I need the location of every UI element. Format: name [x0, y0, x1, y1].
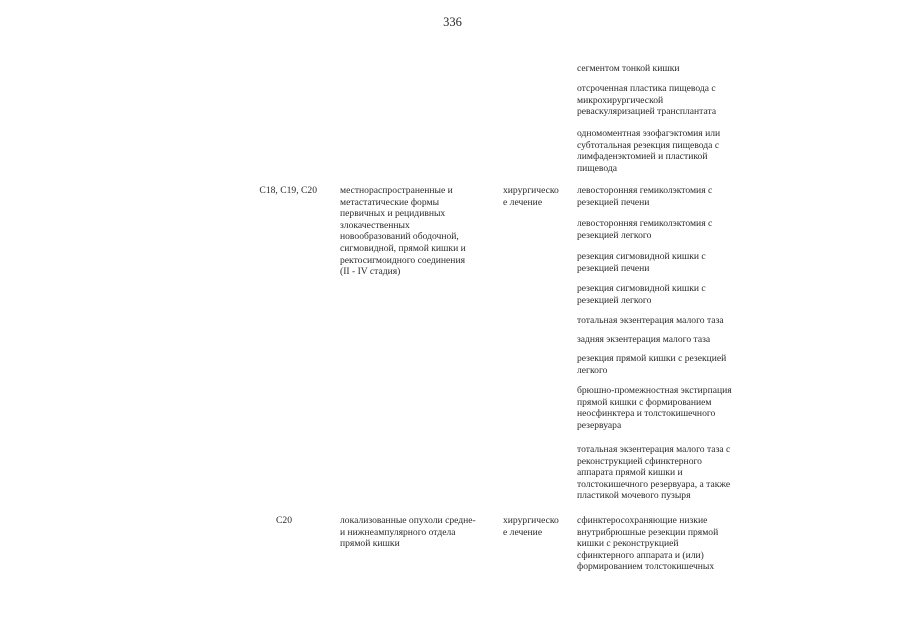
disease-description: местнораспространенные и метастатические формы первичных и рецидивных злокачественных новообразований ободочной, сигмовидной, прямой кишки и ректосигмоидного соединения (II - IV стадия) [340, 185, 466, 278]
method-text: тотальная экзентерация малого таза с реконструкцией сфинктерного аппарата прямой кишки и толстокишечного резервуара, а также пластикой мочевого пузыря [577, 444, 731, 502]
method-text: отсроченная пластика пищевода с микрохирургической реваскуляризацией трансплантата [577, 83, 717, 118]
disease-description: локализованные опухоли средне- и нижнеампулярного отдела прямой кишки [340, 515, 476, 550]
icd-code: C18, C19, C20 [259, 185, 317, 196]
treatment-type: хирургическо е лечение [503, 515, 559, 538]
page-number: 336 [443, 15, 462, 29]
method-text: брюшно-промежностная экстирпация прямой кишки с формированием неосфинктера и толстокишечного резервуара [577, 385, 732, 431]
method-text: сфинктеросохраняющие низкие внутрибрюшные резекции прямой кишки с реконструкцией сфинктерного аппарата и (или) формированием толстокишечных [577, 515, 719, 573]
icd-code: C20 [276, 515, 292, 526]
treatment-type: хирургическо е лечение [503, 185, 559, 208]
method-text: резекция сигмовидной кишки с резекцией печени [577, 251, 706, 274]
method-text: одномоментная эзофагэктомия или субтотальная резекция пищевода с лимфаденэктомией и пластикой пищевода [577, 128, 721, 174]
method-text: резекция сигмовидной кишки с резекцией легкого [577, 283, 706, 306]
method-text: резекция прямой кишки с резекцией легкого [577, 353, 727, 376]
method-text: задняя экзентерация малого таза [577, 334, 711, 345]
method-text: тотальная экзентерация малого таза [577, 315, 724, 326]
method-text: сегментом тонкой кишки [577, 63, 680, 74]
method-text: левосторонняя гемиколэктомия с резекцией печени [577, 185, 713, 208]
method-text: левосторонняя гемиколэктомия с резекцией легкого [577, 218, 713, 241]
